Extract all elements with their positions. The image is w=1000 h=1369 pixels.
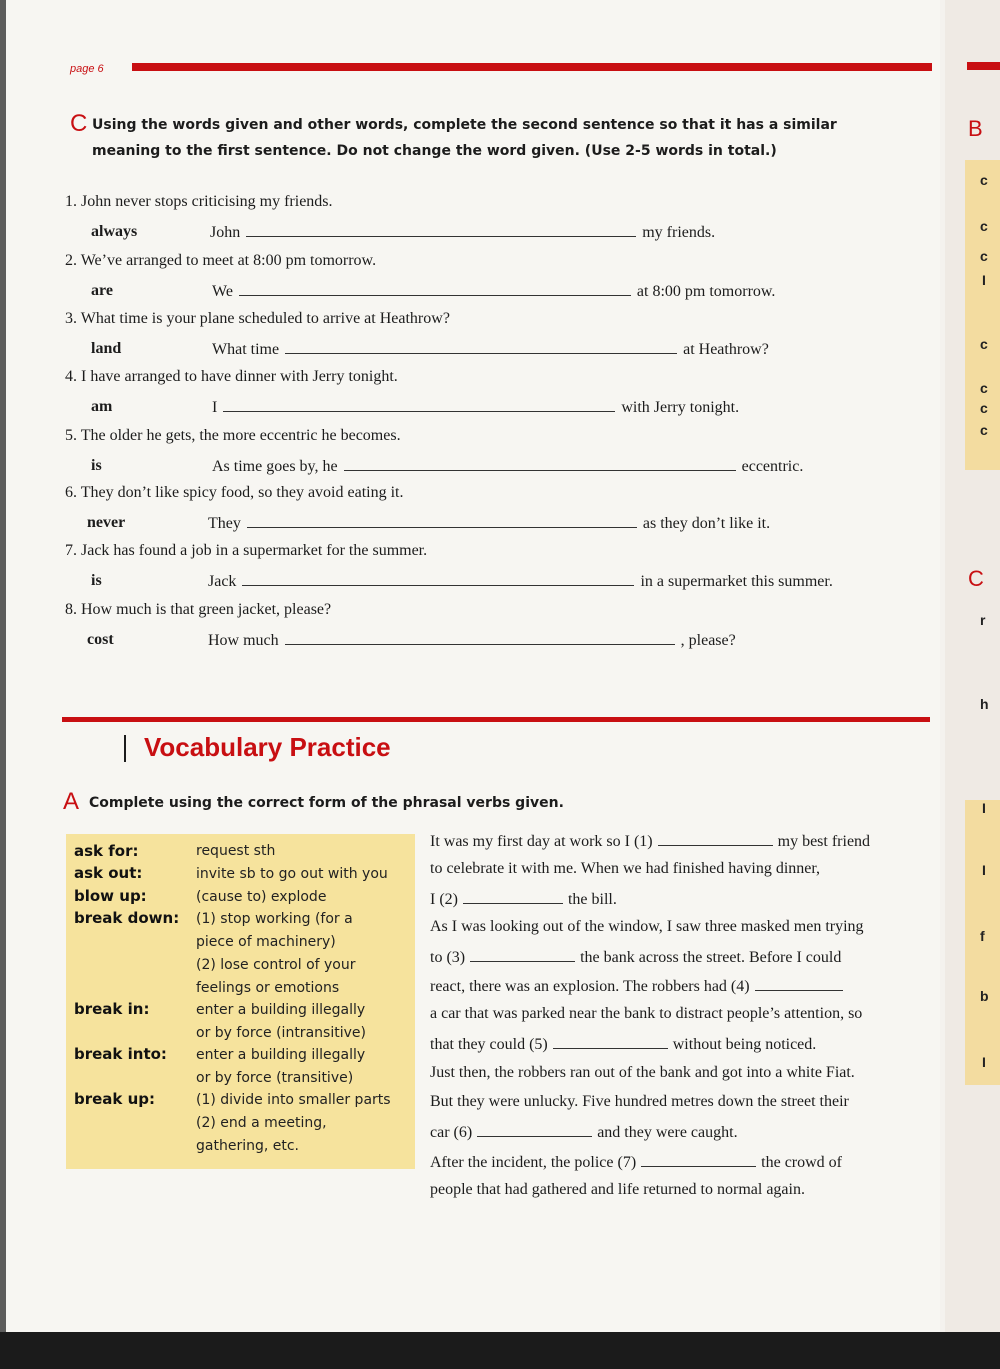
- answer-end: , please?: [680, 632, 736, 649]
- story-text: car (6): [430, 1124, 473, 1141]
- story-text: without being noticed.: [672, 1036, 817, 1053]
- story-text: I (2): [430, 891, 458, 908]
- facing-fragment: r: [980, 612, 986, 628]
- facing-fragment: c: [980, 248, 988, 264]
- page-number: page 6: [70, 63, 104, 75]
- glossary-term: ask for:: [74, 842, 139, 860]
- gap-7-blank[interactable]: [641, 1152, 756, 1167]
- story-line: Just then, the robbers ran out of the bank and got into a white Fiat.: [430, 1064, 855, 1081]
- glossary-definition: piece of machinery): [196, 934, 336, 950]
- gap-2-blank[interactable]: [463, 889, 563, 904]
- story-line: [430, 1034, 816, 1054]
- glossary-definition: request sth: [196, 843, 276, 859]
- glossary-definition: (1) stop working (for a: [196, 911, 353, 927]
- answer-end: with Jerry tonight.: [621, 399, 740, 416]
- glossary-term: break down:: [74, 909, 180, 927]
- answer-start: We: [212, 283, 233, 300]
- gap-5-blank[interactable]: [553, 1034, 668, 1049]
- story-text: After the incident, the police (7): [430, 1154, 637, 1171]
- instruction-line: meaning to the first sentence. Do not change the word given. (Use 2-5 words in total.): [92, 143, 777, 159]
- answer-end: as they don’t like it.: [642, 515, 771, 532]
- glossary-term: break up:: [74, 1090, 156, 1108]
- facing-fragment: c: [980, 380, 988, 396]
- glossary-definition: or by force (transitive): [196, 1070, 354, 1086]
- facing-fragment: f: [980, 928, 985, 944]
- facing-fragment: I: [982, 272, 986, 288]
- facing-section-b: B: [968, 116, 983, 141]
- item-number: 3.: [65, 310, 77, 327]
- facing-fragment: c: [980, 336, 988, 352]
- item-sentence: Jack has found a job in a supermarket for the summer.: [81, 542, 428, 559]
- facing-fragment: c: [980, 400, 988, 416]
- item-sentence: I have arranged to have dinner with Jerry tonight.: [81, 368, 398, 385]
- title-marker: [124, 735, 126, 762]
- answer-end: eccentric.: [741, 458, 804, 475]
- story-text: that they could (5): [430, 1036, 548, 1053]
- key-word: is: [91, 457, 102, 474]
- item-number: 6.: [65, 484, 77, 501]
- answer-start: I: [212, 399, 218, 416]
- answer-start: They: [208, 515, 241, 532]
- story-line: As I was looking out of the window, I saw three masked men trying: [430, 918, 864, 935]
- key-word: cost: [87, 631, 114, 648]
- story-line: [430, 947, 841, 967]
- key-word: are: [91, 282, 113, 299]
- item-number: 1.: [65, 193, 77, 210]
- glossary-term: break in:: [74, 1000, 150, 1018]
- key-word: am: [91, 398, 113, 415]
- answer-end: in a supermarket this summer.: [640, 573, 833, 590]
- item-number: 4.: [65, 368, 77, 385]
- story-text: my best friend: [777, 833, 871, 850]
- facing-fragment: b: [980, 988, 989, 1004]
- section-a-letter: A: [63, 788, 80, 815]
- item-sentence: We’ve arranged to meet at 8:00 pm tomorrow.: [80, 252, 377, 269]
- item-sentence: John never stops criticising my friends.: [81, 193, 333, 210]
- answer-blank[interactable]: [246, 222, 636, 237]
- item-sentence: The older he gets, the more eccentric he becomes.: [80, 427, 401, 444]
- section-c-letter: C: [70, 110, 88, 137]
- item-sentence: They don’t like spicy food, so they avoid eating it.: [80, 484, 404, 501]
- story-text: the bill.: [567, 891, 617, 908]
- glossary-definition: feelings or emotions: [196, 980, 340, 996]
- answer-start: As time goes by, he: [212, 458, 338, 475]
- answer-blank[interactable]: [239, 281, 631, 296]
- story-line: [430, 976, 848, 996]
- glossary-definition: invite sb to go out with you: [196, 866, 388, 882]
- key-word: land: [91, 340, 122, 357]
- story-text: react, there was an explosion. The robbers had (4): [430, 978, 750, 995]
- story-line: to celebrate it with me. When we had finished having dinner,: [430, 860, 821, 877]
- glossary-definition: enter a building illegally: [196, 1047, 366, 1063]
- story-text: It was my first day at work so I (1): [430, 833, 653, 850]
- section-divider: [62, 717, 930, 722]
- key-word: is: [91, 572, 102, 589]
- key-word: never: [87, 514, 126, 531]
- glossary-term: ask out:: [74, 864, 143, 882]
- story-text: the bank across the street. Before I could: [580, 949, 842, 966]
- answer-start: Jack: [208, 573, 237, 590]
- vocabulary-practice-title: Vocabulary Practice: [144, 732, 391, 762]
- story-text: to (3): [430, 949, 466, 966]
- story-line: [430, 889, 617, 909]
- item-number: 2.: [65, 252, 77, 269]
- gap-4-blank[interactable]: [755, 976, 843, 991]
- header-rule: [132, 63, 932, 71]
- item-number: 8.: [65, 601, 77, 618]
- key-word: always: [91, 223, 138, 240]
- facing-fragment: I: [982, 800, 986, 816]
- answer-blank[interactable]: [223, 397, 615, 412]
- answer-end: at Heathrow?: [683, 341, 769, 358]
- facing-fragment: c: [980, 218, 988, 234]
- facing-page-red-bar: [967, 62, 1000, 70]
- glossary-definition: enter a building illegally: [196, 1002, 366, 1018]
- answer-end: at 8:00 pm tomorrow.: [636, 283, 776, 300]
- section-c-instruction: [92, 112, 837, 164]
- gap-6-blank[interactable]: [477, 1122, 592, 1137]
- scan-bottom-edge: [0, 1332, 1000, 1369]
- facing-fragment: c: [980, 172, 988, 188]
- gap-3-blank[interactable]: [470, 947, 575, 962]
- item-number: 5.: [65, 427, 77, 444]
- answer-start: John: [210, 224, 241, 241]
- answer-blank[interactable]: [285, 339, 677, 354]
- item-sentence: What time is your plane scheduled to arrive at Heathrow?: [80, 310, 450, 327]
- facing-section-c: C: [968, 566, 984, 591]
- answer-blank[interactable]: [247, 513, 637, 528]
- glossary-term: blow up:: [74, 887, 147, 905]
- facing-fragment: c: [980, 422, 988, 438]
- story-line: people that had gathered and life returned to normal again.: [430, 1181, 805, 1198]
- answer-end: my friends.: [642, 224, 716, 241]
- answer-blank[interactable]: [344, 456, 736, 471]
- answer-blank[interactable]: [285, 630, 675, 645]
- story-line: [430, 831, 870, 851]
- story-line: [430, 1122, 738, 1142]
- glossary-definition: (2) end a meeting,: [196, 1115, 327, 1131]
- glossary-definition: gathering, etc.: [196, 1138, 299, 1154]
- gap-1-blank[interactable]: [658, 831, 773, 846]
- glossary-definition: or by force (intransitive): [196, 1025, 366, 1041]
- story-text: and they were caught.: [597, 1124, 738, 1141]
- instruction-line: Using the words given and other words, complete the second sentence so that it has a similar: [92, 117, 837, 133]
- story-line: But they were unlucky. Five hundred metres down the street their: [430, 1093, 849, 1110]
- item-sentence: How much is that green jacket, please?: [81, 601, 332, 618]
- binding-shadow: [0, 0, 6, 1340]
- answer-start: What time: [212, 341, 280, 358]
- glossary-definition: (1) divide into smaller parts: [196, 1092, 391, 1108]
- glossary-term: break into:: [74, 1045, 167, 1063]
- glossary-definition: (cause to) explode: [196, 889, 327, 905]
- glossary-definition: (2) lose control of your: [196, 957, 356, 973]
- facing-fragment: h: [980, 696, 989, 712]
- answer-start: How much: [208, 632, 279, 649]
- story-text: the crowd of: [761, 1154, 842, 1171]
- item-number: 7.: [65, 542, 77, 559]
- facing-page-edge: [945, 0, 1000, 1369]
- facing-fragment: I: [982, 862, 986, 878]
- section-a-instruction: Complete using the correct form of the phrasal verbs given.: [89, 795, 564, 811]
- story-line: [430, 1152, 842, 1172]
- answer-blank[interactable]: [242, 571, 634, 586]
- facing-fragment: I: [982, 1054, 986, 1070]
- story-line: a car that was parked near the bank to distract people’s attention, so: [430, 1005, 863, 1022]
